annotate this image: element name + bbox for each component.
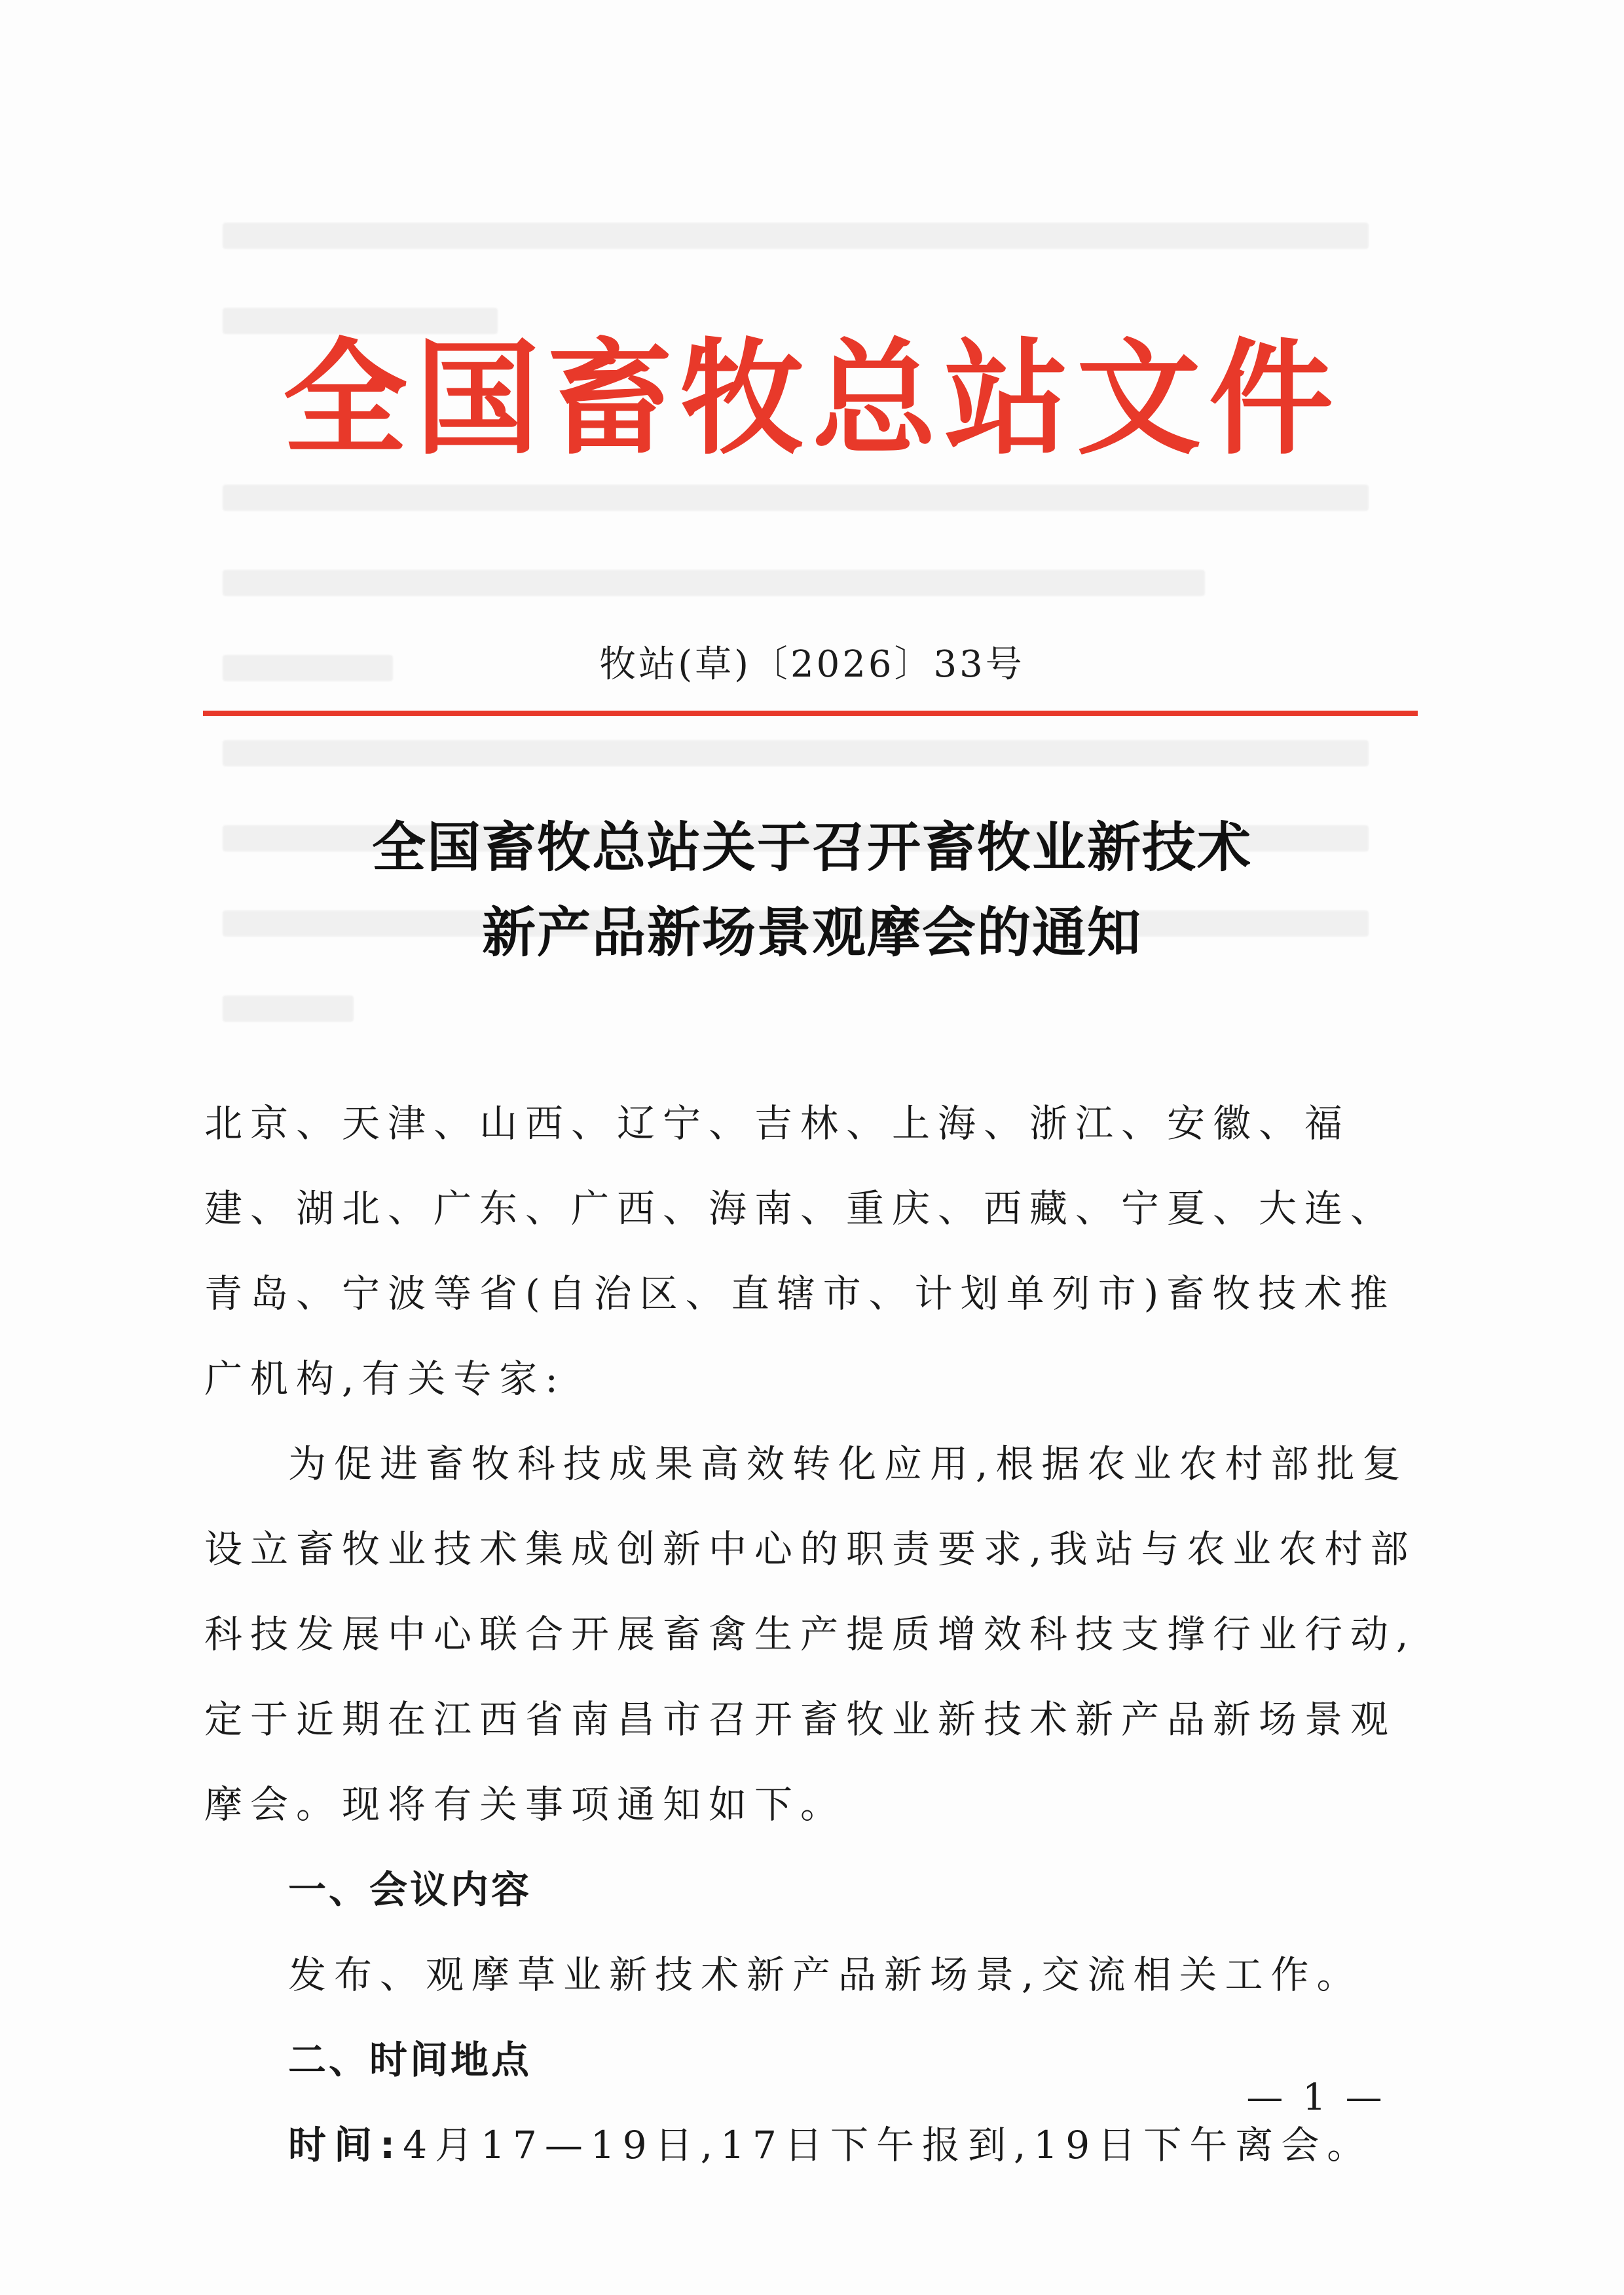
intro-paragraph: 为促进畜牧科技成果高效转化应用,根据农业农村部批复设立畜牧业技术集成创新中心的职责要求,我站与农业农村部科技发展中心联合开展畜禽生产提质增效科技支撑行业行动,定于近期在江西省南昌市召开畜牧业新技术新产品新场景观摩会。现将有关事项通知如下。 [204,1442,1416,1827]
notice-title-line-1: 全国畜牧总站关于召开畜牧业新技术 [371,817,1252,879]
section-heading-time-place: 二、时间地点 [288,2038,532,2082]
ghost-line [223,223,1369,249]
recipients-paragraph: 北京、天津、山西、辽宁、吉林、上海、浙江、安徽、福建、湖北、广东、广西、海南、重庆、西藏、宁夏、大连、青岛、宁波等省(自治区、直辖市、计划单列市)畜牧技术推广机构,有关专家: [204,1101,1397,1401]
ghost-line [223,996,354,1022]
notice-body [204,1081,1422,2188]
red-divider-line [203,711,1418,716]
ghost-line [223,485,1369,511]
document-number: 牧站(草)〔2026〕33号 [599,643,1025,686]
time-value: 4月17—19日,17日下午报到,19日下午离会。 [403,2123,1373,2167]
document-header-title: 全国畜牧总站文件 [282,327,1341,472]
notice-title [196,806,1428,976]
section-heading-meeting-content: 一、会议内容 [288,1867,532,1912]
notice-title-line-2: 新产品新场景观摩会的通知 [481,902,1142,964]
meeting-content-paragraph: 发布、观摩草业新技术新产品新场景,交流相关工作。 [288,1952,1363,1997]
time-label: 时间: [288,2123,403,2167]
ghost-line [223,740,1369,766]
ghost-line [223,570,1205,596]
page-number: — 1 — [1246,2076,1386,2119]
